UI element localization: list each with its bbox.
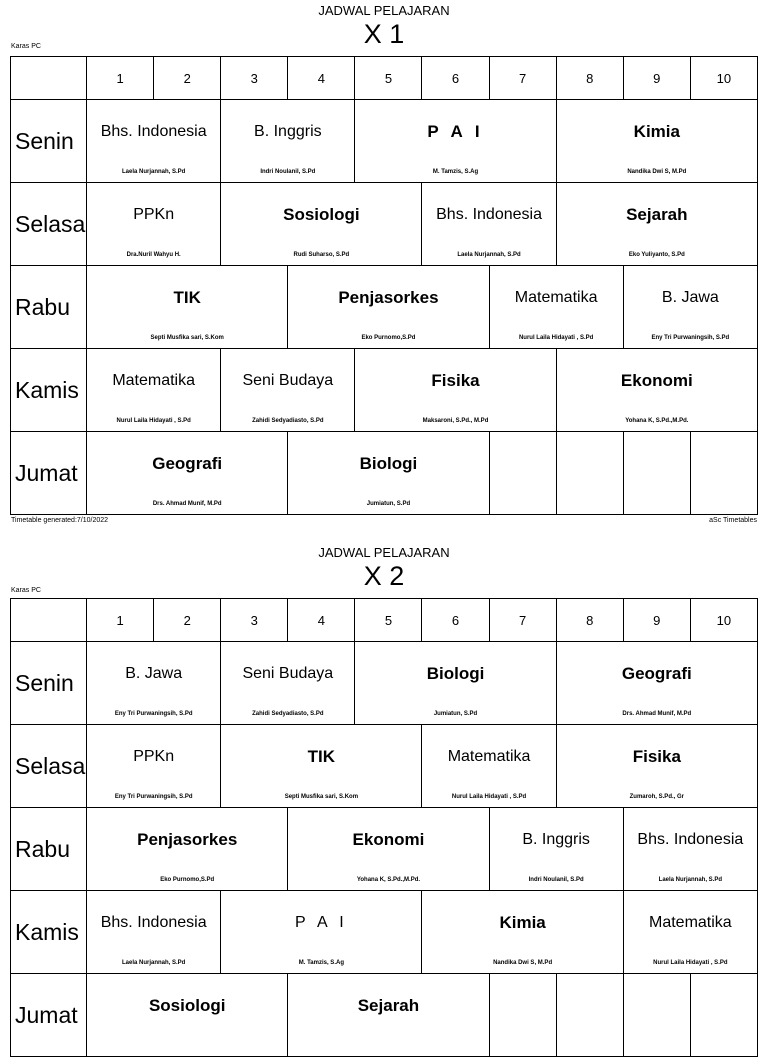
teacher-label: Rudi Suharso, S.Pd [293, 252, 350, 258]
subject-label: Bhs. Indonesia [436, 206, 542, 223]
teacher-label: Laela Nurjannah, S.Pd [457, 252, 521, 258]
teacher-label: Eko Purnomo,S.Pd [160, 877, 215, 883]
lesson-cell [221, 349, 355, 432]
teacher-label: Septi Musfika sari, S.Kom [150, 335, 224, 341]
day-row-jumat [11, 974, 758, 1057]
period-header: 5 [355, 57, 422, 100]
teacher-label: Nurul Laila Hidayati , S.Pd [653, 960, 728, 966]
subject-label: Kimia [633, 122, 680, 141]
teacher-label: Eko Yuliyanto, S.Pd [628, 252, 685, 258]
period-header: 7 [489, 57, 556, 100]
lesson-cell [221, 183, 422, 266]
teacher-label: Jumiatun, S.Pd [433, 711, 478, 717]
lesson-cell [556, 725, 757, 808]
lesson-cell [355, 642, 556, 725]
empty-cell [690, 974, 757, 1057]
lesson-cell [556, 183, 757, 266]
day-label: Selasa [11, 725, 87, 808]
day-label: Senin [11, 642, 87, 725]
teacher-label: Zahidi Sedyadiasto, S.Pd [252, 711, 324, 717]
lesson-cell [87, 725, 221, 808]
lesson-cell [87, 974, 288, 1057]
period-header: 3 [221, 57, 288, 100]
period-header: 8 [556, 57, 623, 100]
teacher-label: Drs. Ahmad Munif, M.Pd [622, 711, 692, 717]
subject-label: Biologi [426, 664, 485, 683]
lesson-cell [355, 100, 556, 183]
lesson-cell [87, 183, 221, 266]
subject-label: B. Inggris [254, 123, 322, 140]
subject-label: Kimia [499, 913, 546, 932]
subject-label: P A I [427, 122, 484, 141]
teacher-label: Nurul Laila Hidayati , S.Pd [451, 794, 527, 800]
subject-label: Penjasorkes [338, 288, 439, 307]
school-name: Karas PC [11, 587, 41, 594]
lesson-cell [87, 891, 221, 974]
period-header: 8 [556, 599, 623, 642]
corner-cell [11, 599, 87, 642]
generated-date: Timetable generated:7/10/2022 [11, 517, 109, 524]
teacher-label: Laela Nurjannah, S.Pd [121, 169, 186, 175]
teacher-label: Eny Tri Purwaningsih, S.Pd [114, 711, 193, 717]
teacher-label: Eny Tri Purwaningsih, S.Pd [651, 335, 730, 341]
lesson-cell [87, 808, 288, 891]
subject-label: B. Jawa [125, 665, 183, 682]
teacher-label: M. Tamzis, S.Ag [298, 960, 344, 966]
period-header: 2 [154, 599, 221, 642]
lesson-cell [221, 891, 422, 974]
period-header-row [11, 57, 758, 100]
period-header-row [11, 599, 758, 642]
lesson-cell [355, 349, 556, 432]
day-label: Rabu [11, 266, 87, 349]
subject-label: Geografi [152, 454, 223, 473]
day-row-senin [11, 100, 758, 183]
period-header: 2 [154, 57, 221, 100]
teacher-label: Dra.Nuril Wahyu H. [126, 252, 181, 258]
teacher-label: Jumiatun, S.Pd [366, 501, 411, 507]
subject-label: B. Inggris [522, 831, 590, 848]
subject-label: Penjasorkes [137, 830, 238, 849]
subject-label: Matematika [112, 372, 196, 389]
day-row-rabu [11, 808, 758, 891]
subject-label: Sosiologi [283, 205, 360, 224]
subject-label: Sejarah [626, 205, 688, 224]
period-header: 1 [87, 599, 154, 642]
subject-label: PPKn [133, 748, 175, 765]
subject-label: PPKn [133, 206, 175, 223]
empty-cell [556, 974, 623, 1057]
empty-cell [489, 974, 556, 1057]
lesson-cell [288, 974, 489, 1057]
period-header: 9 [623, 599, 690, 642]
subject-label: Sosiologi [148, 996, 226, 1015]
lesson-cell [221, 100, 355, 183]
teacher-label: M. Tamzis, S.Ag [432, 169, 479, 175]
day-label: Kamis [11, 349, 87, 432]
period-header: 6 [422, 599, 489, 642]
corner-cell [11, 57, 87, 100]
school-name: Karas PC [11, 43, 41, 50]
day-row-selasa [11, 183, 758, 266]
day-row-kamis [11, 891, 758, 974]
lesson-cell [422, 725, 556, 808]
class-name: X 2 [363, 561, 405, 591]
teacher-label: Laela Nurjannah, S.Pd [658, 877, 723, 883]
subject-label: Ekonomi [620, 371, 693, 390]
day-row-senin [11, 642, 758, 725]
class-name: X 1 [363, 19, 405, 49]
lesson-cell [221, 725, 422, 808]
subject-label: B. Jawa [661, 289, 719, 306]
software-name: aSc Timetables [709, 517, 757, 524]
lesson-cell [623, 891, 757, 974]
period-header: 7 [489, 599, 556, 642]
day-row-jumat [11, 432, 758, 515]
lesson-cell [221, 642, 355, 725]
subject-label: Matematika [447, 748, 531, 765]
period-header: 4 [288, 599, 355, 642]
lesson-cell [288, 432, 489, 515]
subject-label: Matematika [649, 914, 732, 931]
lesson-cell [422, 183, 556, 266]
subject-label: Seni Budaya [242, 372, 334, 389]
day-row-rabu [11, 266, 758, 349]
teacher-label: Nurul Laila Hidayati , S.Pd [116, 418, 191, 424]
period-header: 10 [690, 599, 757, 642]
empty-cell [489, 432, 556, 515]
day-label: Selasa [11, 183, 87, 266]
teacher-label: Eko Purnomo,S.Pd [361, 335, 416, 341]
day-label: Jumat [11, 974, 87, 1057]
empty-cell [623, 432, 690, 515]
lesson-cell [623, 266, 757, 349]
page-title: JADWAL PELAJARAN [318, 3, 450, 18]
subject-label: Bhs. Indonesia [100, 914, 207, 931]
schedule-table [10, 56, 758, 515]
lesson-cell [556, 642, 757, 725]
lesson-cell [556, 349, 757, 432]
subject-label: Sejarah [357, 996, 420, 1015]
teacher-label: Nandika Dwi S, M.Pd [493, 960, 553, 966]
teacher-label: Nurul Laila Hidayati , S.Pd [518, 335, 594, 341]
day-label: Rabu [11, 808, 87, 891]
subject-label: Bhs. Indonesia [637, 831, 744, 848]
teacher-label: Laela Nurjannah, S.Pd [121, 960, 186, 966]
period-header: 10 [690, 57, 757, 100]
day-row-selasa [11, 725, 758, 808]
teacher-label: Zahidi Sedyadiasto, S.Pd [252, 418, 324, 424]
subject-label: Fisika [431, 371, 480, 390]
lesson-cell [288, 808, 489, 891]
teacher-label: Nandika Dwi S, M.Pd [627, 169, 687, 175]
day-label: Kamis [11, 891, 87, 974]
subject-label: TIK [173, 288, 201, 307]
day-label: Senin [11, 100, 87, 183]
empty-cell [556, 432, 623, 515]
subject-label: Bhs. Indonesia [100, 123, 207, 140]
period-header: 1 [87, 57, 154, 100]
period-header: 3 [221, 599, 288, 642]
teacher-label: Indri Noulanil, S.Pd [528, 877, 584, 883]
teacher-label: Maksaroni, S.Pd., M.Pd [422, 418, 489, 424]
subject-label: Matematika [514, 289, 598, 306]
teacher-label: Eny Tri Purwaningsih, S.Pd [114, 794, 193, 800]
lesson-cell [623, 808, 757, 891]
lesson-cell [87, 642, 221, 725]
teacher-label: Yohana K, S.Pd.,M.Pd. [356, 877, 421, 883]
lesson-cell [422, 891, 623, 974]
teacher-label: Zumaroh, S.Pd., Gr [629, 794, 684, 800]
day-row-kamis [11, 349, 758, 432]
day-label: Jumat [11, 432, 87, 515]
lesson-cell [87, 100, 221, 183]
teacher-label: Yohana K, S.Pd.,M.Pd. [625, 418, 689, 424]
period-header: 4 [288, 57, 355, 100]
schedule-table [10, 598, 758, 1057]
teacher-label: Drs. Ahmad Munif, M.Pd [152, 501, 222, 507]
subject-label: Geografi [621, 664, 692, 683]
lesson-cell [87, 349, 221, 432]
subject-label: TIK [307, 747, 336, 766]
timetable-x2 [0, 542, 768, 1028]
page-title: JADWAL PELAJARAN [318, 545, 450, 560]
lesson-cell [489, 266, 623, 349]
lesson-cell [288, 266, 489, 349]
teacher-label: Septi Musfika sari, S.Kom [284, 794, 359, 800]
period-header: 6 [422, 57, 489, 100]
lesson-cell [489, 808, 623, 891]
empty-cell [690, 432, 757, 515]
lesson-cell [87, 266, 288, 349]
subject-label: Fisika [632, 747, 681, 766]
period-header: 5 [355, 599, 422, 642]
subject-label: Ekonomi [352, 830, 425, 849]
lesson-cell [556, 100, 757, 183]
lesson-cell [87, 432, 288, 515]
subject-label: Biologi [359, 454, 418, 473]
empty-cell [623, 974, 690, 1057]
subject-label: Seni Budaya [242, 665, 334, 682]
period-header: 9 [623, 57, 690, 100]
teacher-label: Indri Noulanil, S.Pd [260, 169, 316, 175]
subject-label: P A I [295, 914, 348, 931]
